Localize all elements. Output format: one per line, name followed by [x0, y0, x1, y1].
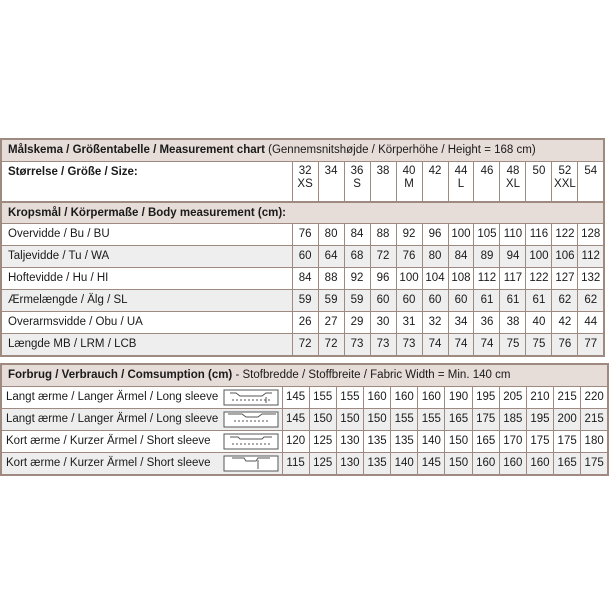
consumption-value: 170 [499, 431, 526, 453]
measurement-value: 100 [448, 224, 474, 246]
size-number: 48 [506, 165, 520, 177]
measurement-value: 61 [500, 290, 526, 312]
measurement-label: Hoftevidde / Hu / HI [1, 268, 292, 290]
size-header-cell [552, 162, 578, 203]
consumption-value: 155 [391, 409, 418, 431]
consumption-value: 165 [554, 453, 581, 476]
table-row [1, 387, 608, 409]
measurement-value: 72 [318, 334, 344, 357]
measurement-value: 72 [292, 334, 318, 357]
measurement-value: 61 [526, 290, 552, 312]
size-number: 54 [584, 165, 598, 177]
size-header-cell [396, 162, 422, 203]
short-sleeve-folded-fabric-icon [222, 431, 282, 452]
long-sleeve-folded-fabric-icon [222, 387, 282, 408]
consumption-value: 155 [336, 387, 363, 409]
consumption-label: Kort ærme / Kurzer Ärmel / Short sleeve [6, 457, 211, 470]
consumption-value: 160 [363, 387, 390, 409]
measurement-value: 77 [578, 334, 604, 357]
measurement-value: 122 [552, 224, 578, 246]
size-header-cell [292, 162, 318, 203]
size-number: 32 [298, 165, 312, 177]
measurement-value: 92 [396, 224, 422, 246]
consumption-label-cell [1, 409, 282, 431]
measurement-value: 26 [292, 312, 318, 334]
size-header-cell [422, 162, 448, 203]
size-number: 42 [428, 165, 442, 177]
consumption-chart-table [0, 363, 609, 476]
measurement-value: 74 [474, 334, 500, 357]
consumption-label: Kort ærme / Kurzer Ärmel / Short sleeve [6, 435, 211, 448]
measurement-label: Længde MB / LRM / LCB [1, 334, 292, 357]
consumption-value: 130 [336, 431, 363, 453]
measurement-value: 80 [318, 224, 344, 246]
measurement-value: 100 [396, 268, 422, 290]
measurement-value: 34 [448, 312, 474, 334]
consumption-label: Langt ærme / Langer Ärmel / Long sleeve [6, 391, 219, 404]
size-letter: XS [297, 178, 313, 190]
consumption-value: 180 [581, 431, 608, 453]
measurement-value: 44 [578, 312, 604, 334]
size-header-cell [318, 162, 344, 203]
measurement-value: 42 [552, 312, 578, 334]
consumption-value: 145 [282, 387, 309, 409]
measurement-value: 60 [422, 290, 448, 312]
consumption-value: 165 [472, 431, 499, 453]
measurement-value: 59 [318, 290, 344, 312]
table-row [1, 268, 604, 290]
consumption-value: 215 [554, 387, 581, 409]
measurement-value: 88 [370, 224, 396, 246]
measurement-value: 84 [292, 268, 318, 290]
consumption-chart-title: Forbrug / Verbrauch / Comsumption (cm) - Stofbredde / Stoffbreite / Fabric Width = Min. 140 cm [1, 364, 608, 387]
measurement-value: 27 [318, 312, 344, 334]
measurement-value: 122 [526, 268, 552, 290]
consumption-value: 135 [363, 453, 390, 476]
measurement-value: 59 [344, 290, 370, 312]
measurement-value: 60 [396, 290, 422, 312]
consumption-value: 195 [472, 387, 499, 409]
measurement-value: 116 [526, 224, 552, 246]
measurement-value: 92 [344, 268, 370, 290]
consumption-value: 160 [418, 387, 445, 409]
measurement-value: 96 [370, 268, 396, 290]
consumption-label-cell [1, 387, 282, 409]
measurement-label: Taljevidde / Tu / WA [1, 246, 292, 268]
measurement-value: 73 [370, 334, 396, 357]
consumption-value: 220 [581, 387, 608, 409]
measurement-value: 64 [318, 246, 344, 268]
size-header-cell [370, 162, 396, 203]
measurement-value: 76 [292, 224, 318, 246]
measurement-value: 108 [448, 268, 474, 290]
measurement-value: 72 [370, 246, 396, 268]
measurement-value: 76 [396, 246, 422, 268]
consumption-value: 190 [445, 387, 472, 409]
consumption-value: 120 [282, 431, 309, 453]
size-letter: M [404, 178, 414, 190]
consumption-value: 165 [445, 409, 472, 431]
table-row [1, 334, 604, 357]
measurement-value: 38 [500, 312, 526, 334]
consumption-value: 200 [554, 409, 581, 431]
consumption-value: 145 [282, 409, 309, 431]
measurement-value: 117 [500, 268, 526, 290]
consumption-value: 195 [526, 409, 553, 431]
size-number: 52 [558, 165, 572, 177]
consumption-value: 155 [309, 387, 336, 409]
table-row [1, 246, 604, 268]
measurement-value: 74 [422, 334, 448, 357]
measurement-value: 60 [448, 290, 474, 312]
size-header-cell [578, 162, 604, 203]
size-number: 38 [376, 165, 390, 177]
long-sleeve-open-fabric-icon [222, 409, 282, 430]
size-number: 36 [350, 165, 364, 177]
consumption-value: 150 [445, 431, 472, 453]
consumption-value: 155 [418, 409, 445, 431]
measurement-value: 75 [526, 334, 552, 357]
measurement-value: 40 [526, 312, 552, 334]
measurement-value: 127 [552, 268, 578, 290]
measurement-value: 88 [318, 268, 344, 290]
measurement-value: 104 [422, 268, 448, 290]
consumption-value: 160 [526, 453, 553, 476]
consumption-value: 175 [554, 431, 581, 453]
size-number: 44 [454, 165, 468, 177]
size-number: 34 [324, 165, 338, 177]
measurement-value: 73 [396, 334, 422, 357]
consumption-value: 130 [336, 453, 363, 476]
size-letter: S [353, 178, 361, 190]
consumption-value: 125 [309, 431, 336, 453]
measurement-value: 112 [474, 268, 500, 290]
measurement-value: 36 [474, 312, 500, 334]
consumption-value: 160 [391, 387, 418, 409]
size-header-cell [448, 162, 474, 203]
size-number: 40 [402, 165, 416, 177]
size-header-cell [474, 162, 500, 203]
measurement-value: 76 [552, 334, 578, 357]
size-letter: XXL [554, 178, 576, 190]
consumption-label-cell [1, 431, 282, 453]
measurement-value: 106 [552, 246, 578, 268]
consumption-value: 185 [499, 409, 526, 431]
consumption-value: 150 [445, 453, 472, 476]
consumption-value: 115 [282, 453, 309, 476]
size-row-label: Størrelse / Größe / Size: [1, 162, 292, 203]
consumption-value: 205 [499, 387, 526, 409]
table-row [1, 431, 608, 453]
measurement-value: 84 [344, 224, 370, 246]
measurement-value: 62 [578, 290, 604, 312]
consumption-value: 140 [391, 453, 418, 476]
size-header-cell [500, 162, 526, 203]
consumption-label: Langt ærme / Langer Ärmel / Long sleeve [6, 413, 219, 426]
measurement-label: Overvidde / Bu / BU [1, 224, 292, 246]
measurement-chart-table [0, 138, 605, 357]
size-header-cell [526, 162, 552, 203]
size-header-cell [344, 162, 370, 203]
consumption-value: 150 [336, 409, 363, 431]
measurement-chart-title: Målskema / Größentabelle / Measurement chart (Gennemsnitshøjde / Körperhöhe / Height = 168 cm) [1, 139, 604, 162]
consumption-value: 210 [526, 387, 553, 409]
measurement-label: Ærmelængde / Älg / SL [1, 290, 292, 312]
measurement-value: 74 [448, 334, 474, 357]
size-number: 50 [532, 165, 546, 177]
measurement-value: 96 [422, 224, 448, 246]
consumption-value: 175 [472, 409, 499, 431]
measurement-value: 60 [292, 246, 318, 268]
measurement-value: 84 [448, 246, 474, 268]
measurement-value: 62 [552, 290, 578, 312]
consumption-value: 145 [418, 453, 445, 476]
measurement-label: Overarmsvidde / Obu / UA [1, 312, 292, 334]
size-number: 46 [480, 165, 494, 177]
consumption-label-cell [1, 453, 282, 476]
measurement-value: 128 [578, 224, 604, 246]
consumption-value: 140 [418, 431, 445, 453]
consumption-value: 150 [363, 409, 390, 431]
measurement-value: 31 [396, 312, 422, 334]
consumption-value: 125 [309, 453, 336, 476]
consumption-value: 135 [391, 431, 418, 453]
size-letter: XL [505, 178, 520, 190]
measurement-value: 29 [344, 312, 370, 334]
body-measurement-section-title: Kropsmål / Körpermaße / Body measurement (cm): [1, 202, 604, 224]
consumption-value: 160 [472, 453, 499, 476]
table-row [1, 409, 608, 431]
short-sleeve-open-fabric-icon [222, 453, 282, 474]
measurement-value: 60 [370, 290, 396, 312]
measurement-value: 132 [578, 268, 604, 290]
consumption-value: 150 [309, 409, 336, 431]
table-row [1, 290, 604, 312]
consumption-value: 215 [581, 409, 608, 431]
measurement-value: 61 [474, 290, 500, 312]
measurement-value: 59 [292, 290, 318, 312]
size-letter: L [457, 178, 465, 190]
measurement-value: 94 [500, 246, 526, 268]
measurement-value: 30 [370, 312, 396, 334]
consumption-value: 175 [581, 453, 608, 476]
consumption-value: 175 [526, 431, 553, 453]
measurement-value: 75 [500, 334, 526, 357]
measurement-value: 32 [422, 312, 448, 334]
table-row [1, 224, 604, 246]
measurement-value: 73 [344, 334, 370, 357]
consumption-value: 160 [499, 453, 526, 476]
table-row [1, 312, 604, 334]
table-row [1, 453, 608, 476]
measurement-value: 68 [344, 246, 370, 268]
measurement-value: 105 [474, 224, 500, 246]
measurement-value: 80 [422, 246, 448, 268]
measurement-value: 112 [578, 246, 604, 268]
measurement-value: 110 [500, 224, 526, 246]
measurement-value: 100 [526, 246, 552, 268]
consumption-value: 135 [363, 431, 390, 453]
measurement-value: 89 [474, 246, 500, 268]
